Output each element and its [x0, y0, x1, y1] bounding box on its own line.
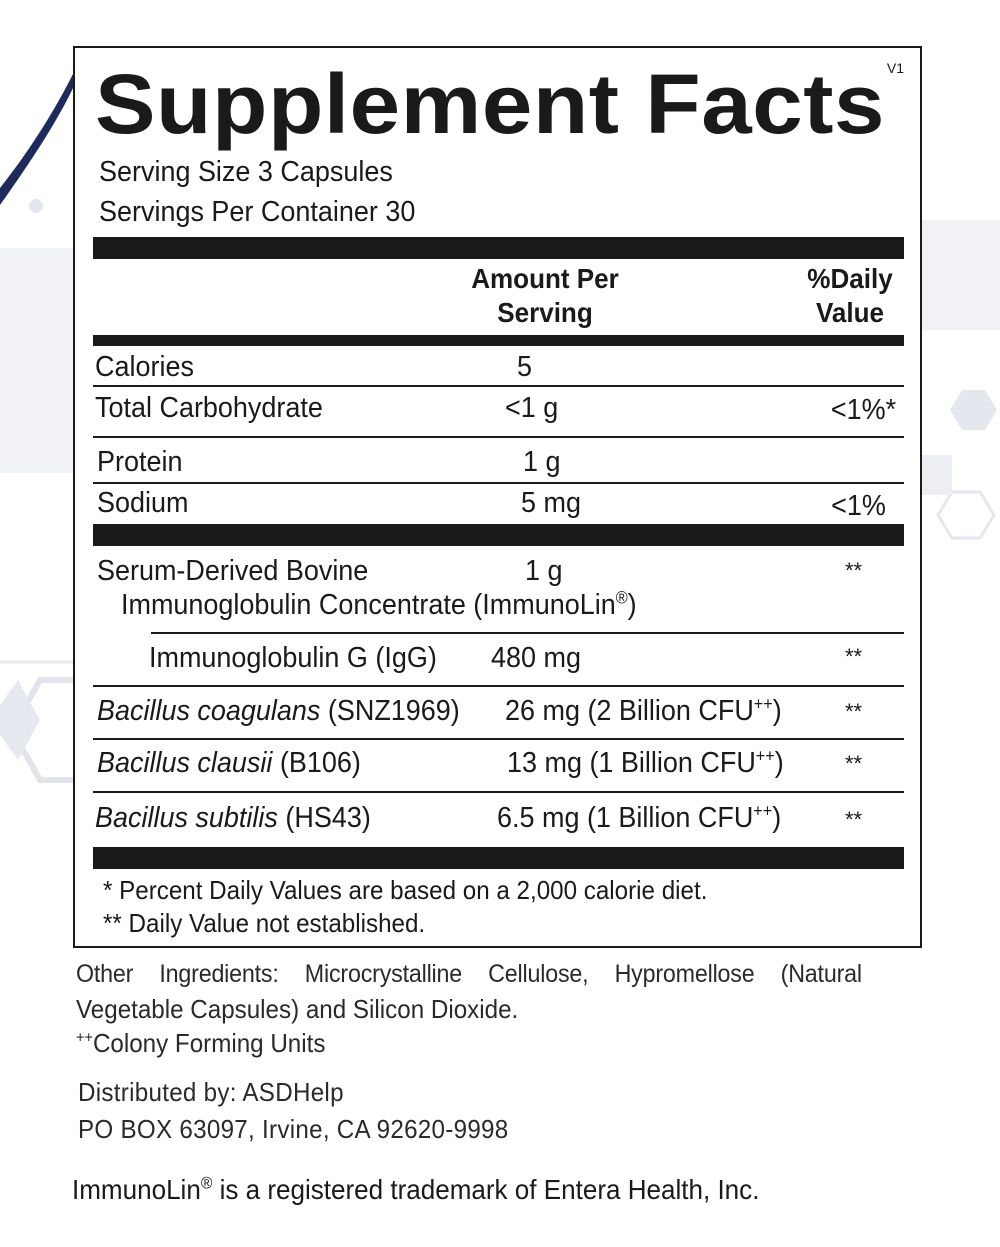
ingredient-name: Immunoglobulin G (IgG): [149, 642, 437, 674]
nutrient-amount: 5: [517, 351, 533, 383]
trademark-name: ImmunoLin: [72, 1174, 201, 1205]
footnote-not-established: ** Daily Value not established.: [103, 908, 426, 938]
ingredient-dv: **: [845, 807, 863, 832]
servings-per-container: Servings Per Container 30: [99, 196, 416, 228]
other-ingredients-line2: Vegetable Capsules) and Silicon Dioxide.: [76, 994, 519, 1024]
ingredient-dv: **: [845, 751, 863, 776]
footnote-daily-values: * Percent Daily Values are based on a 2,000 calorie diet.: [103, 875, 708, 905]
amount-text: 26 mg (2 Billion CFU: [505, 695, 754, 727]
panel-title: Supplement Facts: [95, 57, 886, 151]
row-divider: [151, 632, 904, 634]
row-divider: [93, 385, 904, 387]
amount-text: 6.5 mg (1 Billion CFU: [497, 802, 754, 834]
ingredient-name: [95, 802, 371, 835]
ingredient-name-line1: Serum-Derived Bovine: [97, 555, 369, 587]
distributor-line1: Distributed by: ASDHelp: [78, 1077, 344, 1107]
ingredient-amount: 1 g: [525, 555, 563, 587]
ingredient-dv: **: [845, 644, 863, 669]
ingredient-amount: [507, 747, 784, 780]
other-ingredients: [76, 960, 916, 989]
bg-dot: [29, 199, 43, 213]
bg-band: [922, 455, 952, 495]
nutrient-name: Protein: [97, 446, 183, 478]
cfu-mark: ++: [753, 693, 773, 714]
row-divider: [93, 482, 904, 484]
amount-end: ): [774, 747, 784, 779]
cfu-mark: ++: [755, 745, 775, 766]
ingredient-dv: **: [845, 699, 863, 724]
bg-hexagon: [938, 492, 994, 538]
medium-divider: [93, 335, 904, 346]
strain-code: (HS43): [277, 802, 371, 834]
amount-text: 13 mg (1 Billion CFU: [507, 747, 756, 779]
amount-header-line2: Serving: [497, 297, 593, 328]
row-divider: [93, 685, 904, 687]
species-name: Bacillus clausii: [97, 747, 273, 779]
dv-header-line2: Value: [815, 297, 885, 328]
thick-divider: [93, 847, 904, 869]
trademark-rest: is a registered trademark of Entera Health, Inc.: [212, 1174, 760, 1205]
ingredient-amount: [497, 802, 781, 835]
cfu-mark: ++: [753, 800, 773, 821]
ingredient-name-line2: [121, 589, 637, 622]
nutrient-name: Sodium: [97, 487, 189, 519]
ingredient-amount: [505, 695, 782, 728]
thick-divider: [93, 524, 904, 546]
row-divider: [93, 791, 904, 793]
nutrient-dv: <1%: [831, 490, 886, 522]
navy-swoosh: [0, 72, 74, 205]
amount-header-line1: Amount Per: [471, 263, 619, 294]
registered-mark: ®: [200, 1173, 213, 1193]
cfu-text: Colony Forming Units: [92, 1028, 326, 1058]
serving-size: Serving Size 3 Capsules: [99, 156, 393, 188]
species-name: Bacillus coagulans: [97, 695, 321, 727]
cfu-mark: ++: [76, 1029, 93, 1047]
nutrient-name: Total Carbohydrate: [95, 392, 323, 424]
nutrient-amount: <1 g: [505, 392, 559, 424]
version-tag: V1: [886, 60, 904, 76]
amount-column-header: [443, 262, 648, 330]
ingredient-name-line2-text: Immunoglobulin Concentrate (ImmunoLin: [121, 589, 616, 621]
other-ingredients-line1: Other Ingredients: Microcrystalline Cellulose, Hypromellose (Natural: [76, 960, 862, 988]
thick-divider: [93, 237, 904, 259]
dv-header-line1: %Daily: [807, 263, 893, 294]
bg-band: [0, 248, 73, 473]
registered-mark: ®: [615, 587, 628, 608]
row-divider: [93, 436, 904, 438]
nutrient-amount: 5 mg: [521, 487, 581, 519]
ingredient-name: [97, 695, 460, 728]
nutrient-name: Calories: [95, 351, 194, 383]
amount-end: ): [772, 802, 782, 834]
strain-code: (SNZ1969): [320, 695, 460, 727]
nutrient-amount: 1 g: [523, 446, 561, 478]
ingredient-dv: **: [845, 558, 863, 583]
ingredient-name-line2-end: ): [627, 589, 637, 621]
dv-column-header: [785, 262, 915, 330]
amount-end: ): [772, 695, 782, 727]
row-divider: [93, 738, 904, 740]
strain-code: (B106): [272, 747, 361, 779]
species-name: Bacillus subtilis: [95, 802, 278, 834]
bg-hexagon: [950, 390, 997, 430]
ingredient-name: [97, 747, 361, 780]
nutrient-dv: <1%*: [830, 394, 896, 426]
supplement-facts-panel: [73, 46, 922, 948]
distributor-line2: PO BOX 63097, Irvine, CA 92620-9998: [78, 1114, 509, 1144]
cfu-definition: [76, 1028, 325, 1059]
trademark-notice: [72, 1174, 759, 1206]
ingredient-amount: 480 mg: [491, 642, 581, 674]
bg-band: [922, 220, 1000, 330]
